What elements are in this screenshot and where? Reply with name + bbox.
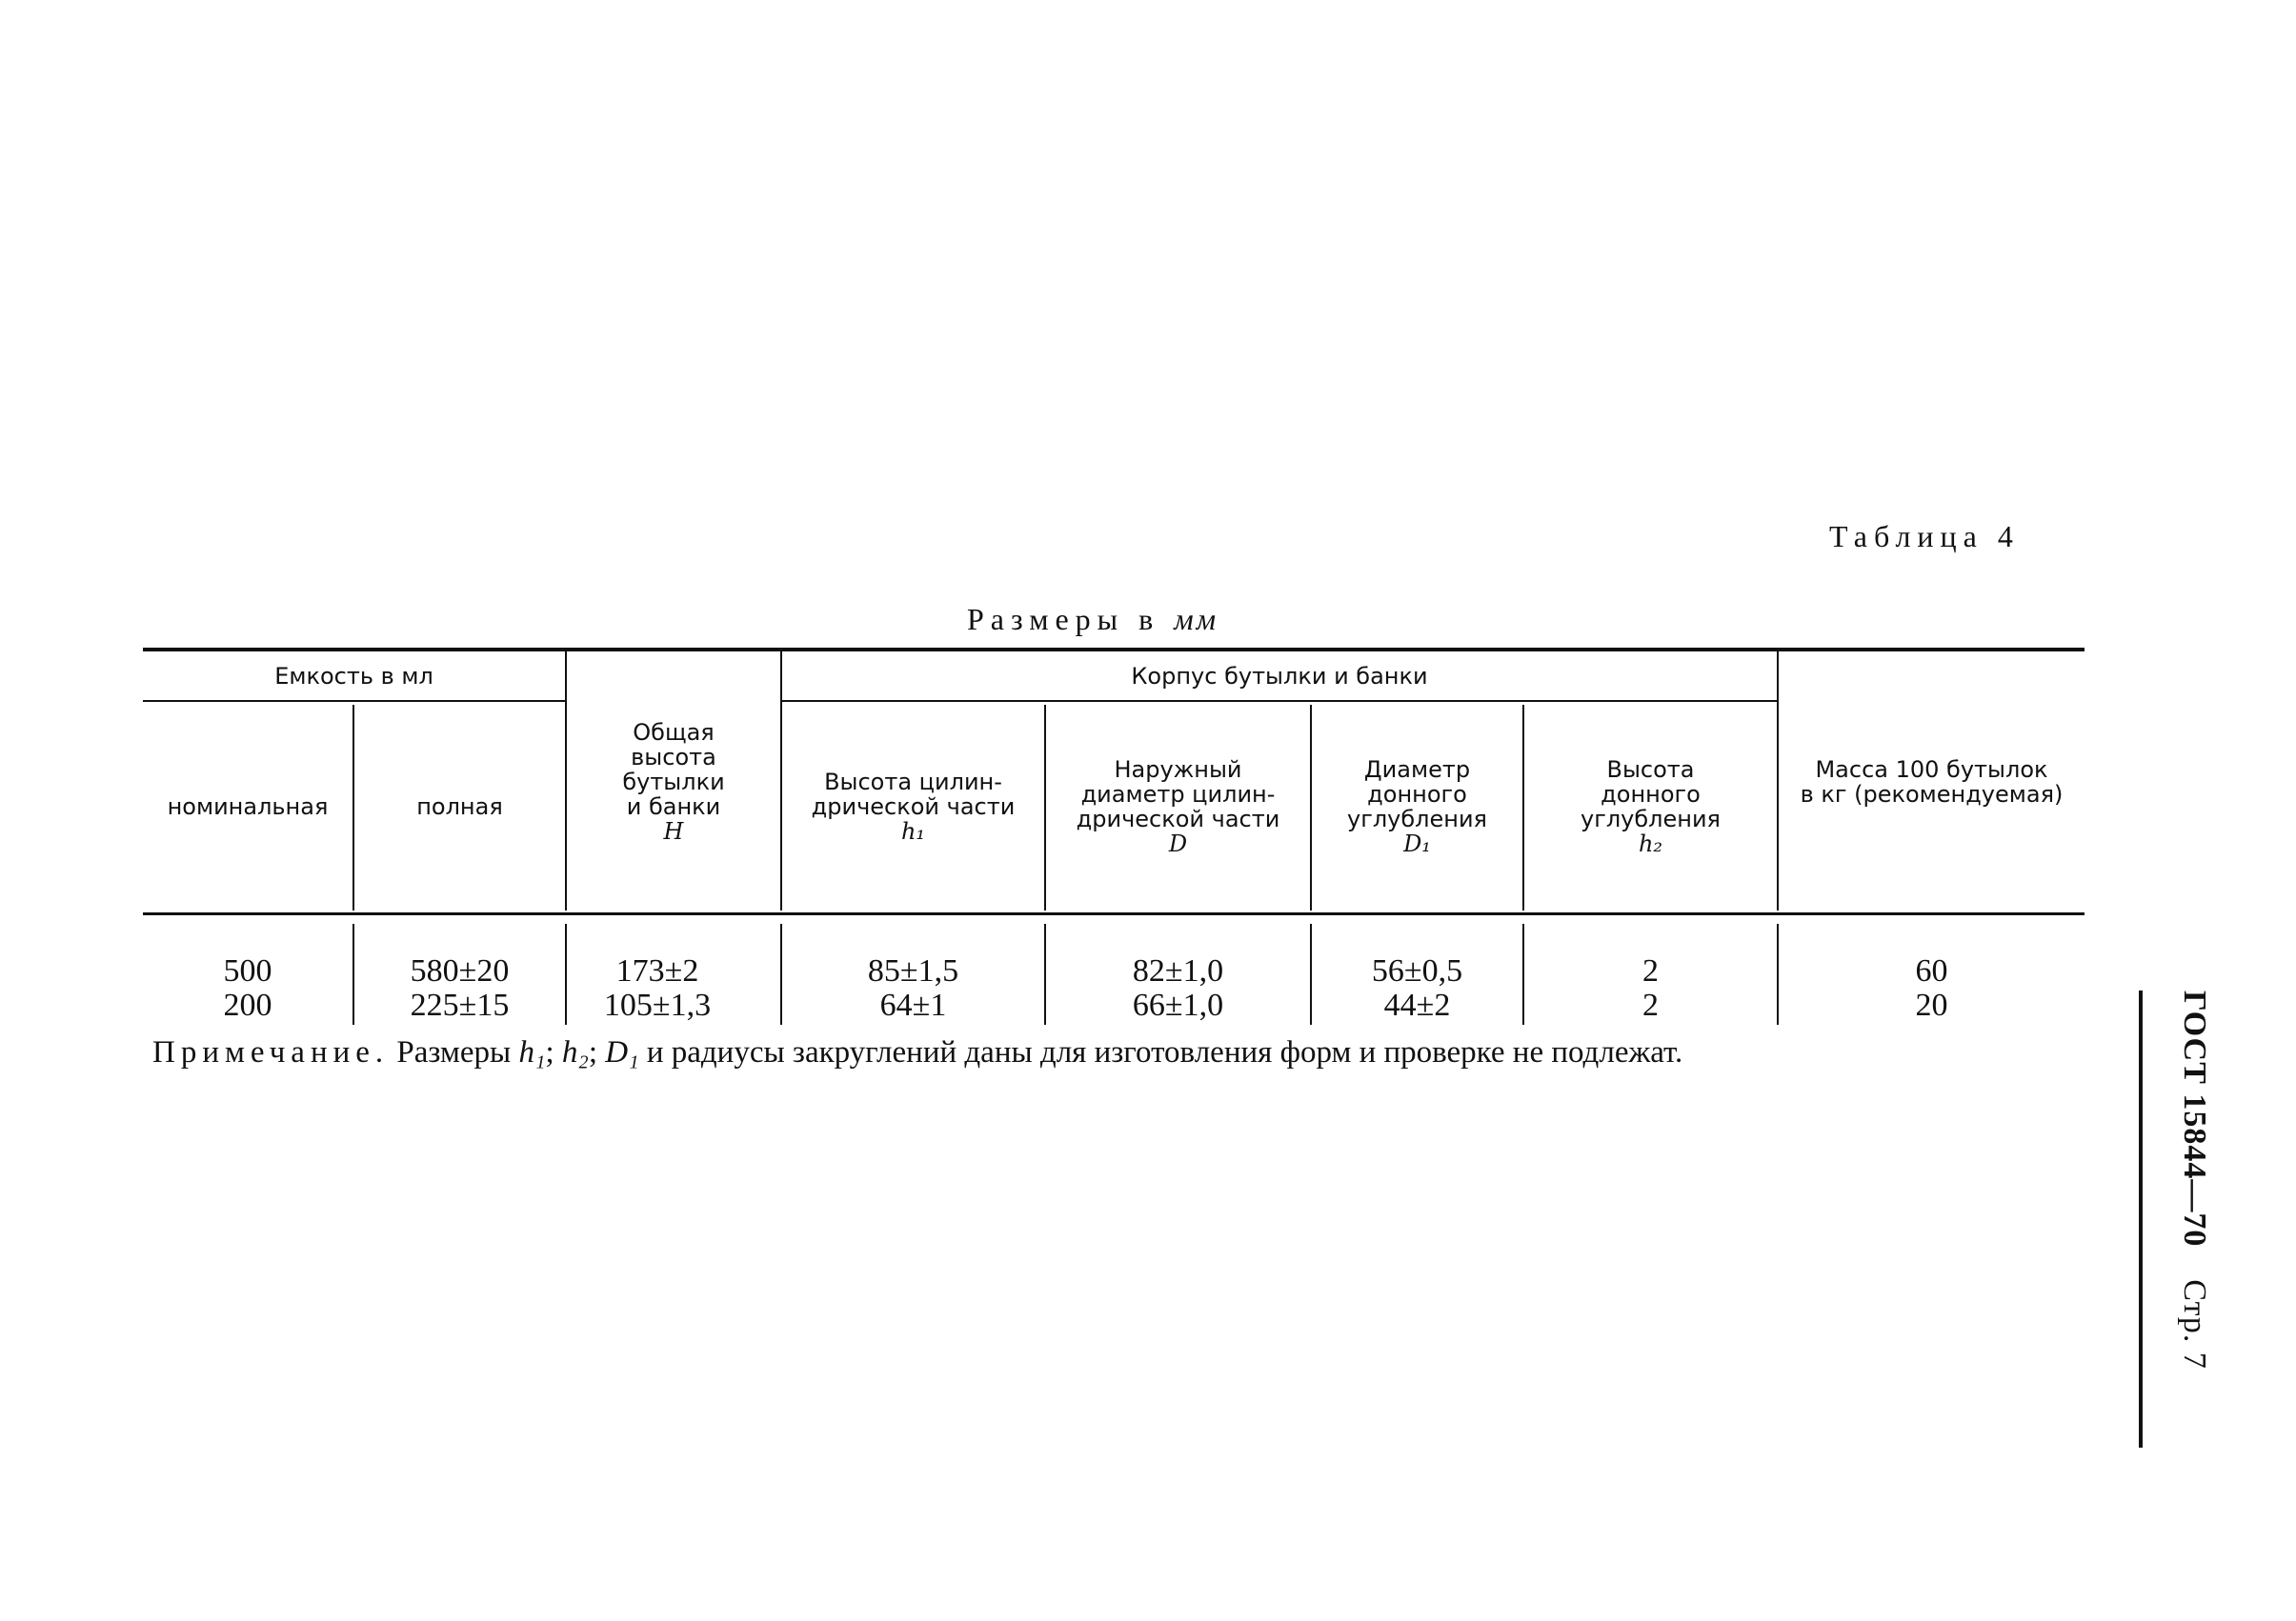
cell-nominal: 200 <box>223 988 272 1023</box>
cell-H: 105±1,3 <box>603 988 712 1023</box>
cell-h2: 2 <box>1642 988 1659 1023</box>
cell-h1: 64±1 <box>879 988 947 1023</box>
hdr-bottom-diam-text: Диаметр донного углубления <box>1347 756 1487 832</box>
hdr-total-height <box>567 651 780 912</box>
hdr-outer-diam-text: Наружный диаметр цилин- дрической части <box>1076 756 1280 832</box>
table-caption: Таблица 4 <box>1829 519 2020 553</box>
hdr-mass: Масса 100 бутылок в кг (рекомендуемая) <box>1800 756 2064 808</box>
hdr-total-height-text: Общая высота бутылки и банки <box>622 719 725 820</box>
hdr-bottom-height-text: Высота донного углубления <box>1581 756 1721 832</box>
cell-full: 580±20 <box>410 953 510 989</box>
cell-mass: 60 <box>1915 953 1948 989</box>
note-sym-2: h₂ <box>561 1035 589 1070</box>
note-text-1: Размеры <box>396 1035 512 1070</box>
units-label-text: Размеры в <box>967 602 1160 636</box>
side-header <box>2111 991 2212 1448</box>
cell-D1: 44±2 <box>1383 988 1451 1023</box>
note-text-2: и радиусы закруглений даны для изготовления форм и проверке не подлежат. <box>646 1035 1683 1070</box>
cell-H: 173±2 <box>615 953 699 989</box>
table-note: Примечание. Размеры h₁; h₂; D₁ и радиусы закруглений даны для изготовления форм и проверке не подлежат. <box>152 1035 1683 1070</box>
hdr-outer-diam <box>1046 702 1310 911</box>
units-label <box>967 602 1218 637</box>
hdr-body-group: Корпус бутылки и банки <box>1131 662 1428 690</box>
hdr-total-height-sym: H <box>663 818 684 845</box>
hdr-bottom-height-sym: h₂ <box>1638 831 1663 857</box>
side-title: ГОСТ 15844—70 <box>2177 991 2212 1248</box>
cell-D: 82±1,0 <box>1132 953 1224 989</box>
hdr-cyl-height <box>782 702 1044 911</box>
header-bottom-rule <box>143 912 2085 915</box>
hdr-cyl-height-text: Высота цилин- дрической части <box>811 769 1016 820</box>
cell-mass: 20 <box>1915 988 1948 1023</box>
note-sym-3: D₁ <box>605 1035 639 1070</box>
note-sym-1: h₁ <box>518 1035 546 1070</box>
side-rule <box>2139 991 2143 1448</box>
hdr-bottom-diam-sym: D₁ <box>1403 831 1431 857</box>
hdr-capacity-full: полная <box>416 793 503 820</box>
hdr-capacity-nominal: номинальная <box>167 793 329 820</box>
note-label: Примечание. <box>152 1035 390 1070</box>
cell-h2: 2 <box>1642 953 1659 989</box>
hdr-capacity: Емкость в мл <box>274 662 433 690</box>
hdr-outer-diam-sym: D <box>1168 831 1188 857</box>
cell-nominal: 500 <box>223 953 272 989</box>
units-unit: мм <box>1174 602 1219 636</box>
side-text <box>2176 991 2212 1370</box>
hdr-bottom-height <box>1524 702 1777 911</box>
cell-full: 225±15 <box>410 988 510 1023</box>
hdr-cyl-height-sym: h₁ <box>900 818 926 845</box>
cell-h1: 85±1,5 <box>867 953 959 989</box>
side-page: Стр. 7 <box>2177 1279 2212 1370</box>
cell-D: 66±1,0 <box>1132 988 1224 1023</box>
cell-D1: 56±0,5 <box>1371 953 1463 989</box>
hdr-bottom-diam <box>1312 702 1522 911</box>
